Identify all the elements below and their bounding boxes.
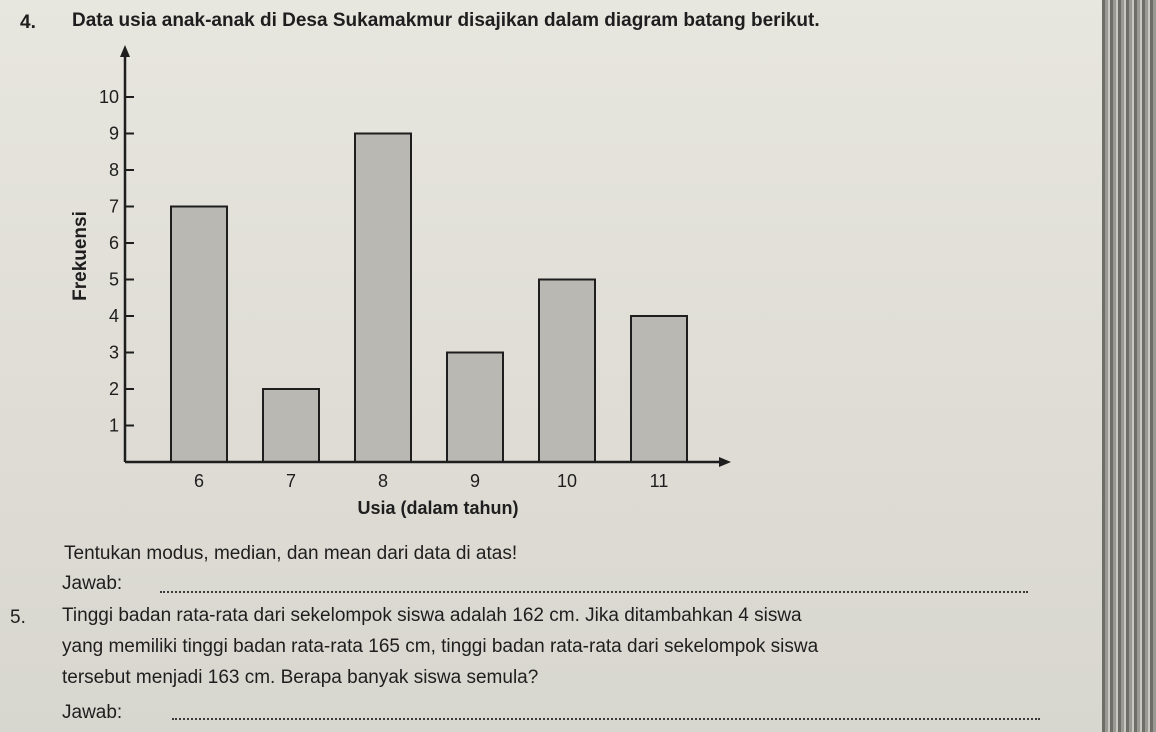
- y-tick-label: 6: [108, 233, 119, 253]
- y-tick-label: 5: [108, 269, 119, 290]
- question-5-answer-line[interactable]: [172, 718, 1040, 720]
- bar-age-10: [539, 280, 595, 463]
- x-axis-label: Usia (dalam tahun): [357, 498, 519, 518]
- y-axis-ticks: [99, 87, 134, 436]
- y-tick-label: 9: [108, 123, 119, 144]
- y-tick-label: 8: [108, 160, 119, 180]
- question-5-line-2: yang memiliki tinggi badan rata-rata 165 cm, tinggi badan rata-rata dari sekelompok siswa: [62, 636, 819, 657]
- bar-age-9: [447, 353, 503, 463]
- y-tick-label: 1: [108, 415, 119, 436]
- y-axis-label: Frekuensi: [70, 211, 91, 301]
- y-tick-label: 7: [108, 196, 119, 217]
- y-tick-label: 4: [108, 306, 119, 326]
- question-4-number: 4.: [20, 12, 36, 33]
- question-5-line-3: tersebut menjadi 163 cm. Berapa banyak siswa semula?: [62, 667, 539, 688]
- bar-age-8: [355, 134, 411, 463]
- x-tick-label: 6: [193, 471, 205, 491]
- question-4-text: Data usia anak-anak di Desa Sukamakmur disajikan dalam diagram batang berikut.: [72, 10, 820, 31]
- x-axis-arrow: [719, 457, 731, 467]
- question-5-line-1: Tinggi badan rata-rata dari sekelompok siswa adalah 162 cm. Jika ditambahkan 4 siswa: [62, 605, 802, 626]
- x-tick-label: 7: [285, 471, 297, 491]
- question-4-answer-label: Jawab:: [62, 573, 123, 594]
- x-tick-label: 10: [556, 471, 578, 491]
- question-4-answer-line[interactable]: [160, 591, 1028, 593]
- bar-age-11: [631, 316, 687, 462]
- book-edge: [1102, 0, 1156, 732]
- y-tick-label: 3: [108, 342, 119, 363]
- question-5-answer-label: Jawab:: [62, 702, 123, 723]
- x-axis-ticks: [194, 471, 668, 491]
- bar-group: [171, 134, 687, 463]
- bar-age-6: [171, 207, 227, 463]
- x-tick-label: 9: [469, 471, 481, 491]
- bar-age-7: [263, 389, 319, 462]
- x-tick-label: 11: [649, 471, 669, 491]
- y-tick-label: 10: [98, 87, 119, 107]
- x-tick-label: 8: [377, 471, 389, 491]
- y-tick-label: 2: [108, 379, 119, 399]
- question-5-number: 5.: [10, 607, 26, 628]
- question-4-instruction: Tentukan modus, median, dan mean dari data di atas!: [64, 543, 518, 564]
- y-axis-arrow: [120, 45, 130, 57]
